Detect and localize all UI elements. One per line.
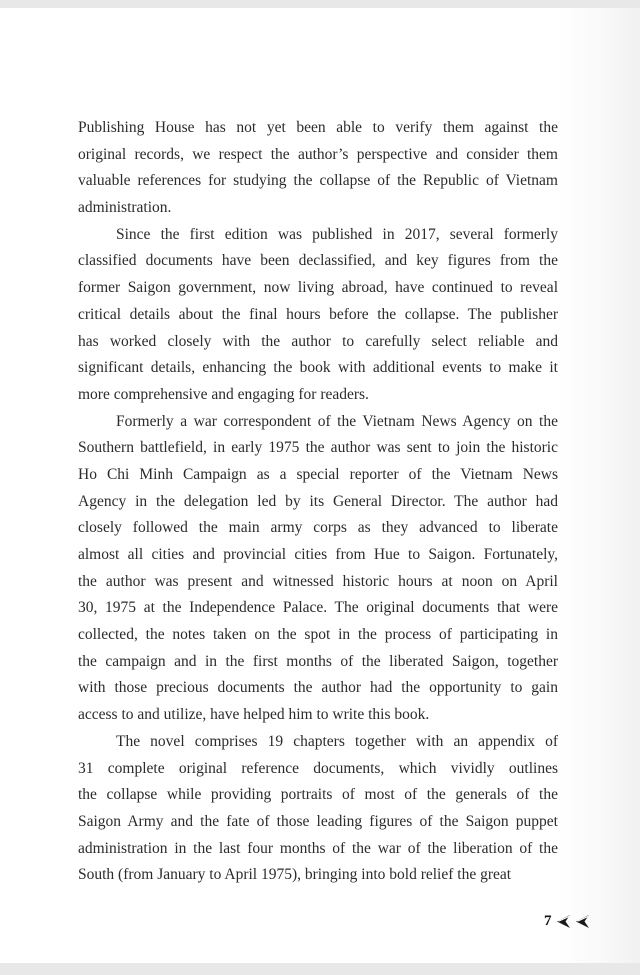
text-line: closely followed the main army corps as they advanced to liberate: [78, 519, 558, 537]
text-line: administration in the last four months of the war of the liberation of the: [78, 839, 558, 857]
text-line: Southern battlefield, in early 1975 the author was sent to join the historic: [78, 439, 558, 457]
text-line: South (from January to April 1975), bringing into bold relief the great: [78, 866, 512, 884]
page-text: [78, 115, 558, 889]
text-line: has worked closely with the author to carefully select reliable and: [78, 332, 558, 350]
text-line: significant details, enhancing the book with additional events to make it: [78, 359, 558, 377]
text-line: Since the first edition was published in 2017, several formerly: [116, 225, 558, 243]
text-line: almost all cities and provincial cities from Hue to Saigon. Fortunately,: [78, 546, 558, 563]
text-line: 30, 1975 at the Independence Palace. The original documents that were: [78, 599, 558, 617]
text-line: 31 complete original reference documents, which vividly outlines: [78, 759, 558, 777]
page-number: 7: [544, 913, 552, 929]
text-line: Formerly a war correspondent of the Vietnam News Agency on the: [116, 412, 558, 430]
text-line: more comprehensive and engaging for readers.: [78, 385, 369, 403]
text-line: access to and utilize, have helped him to write this book.: [78, 706, 430, 724]
text-line: collected, the notes taken on the spot in the process of participating in: [78, 626, 558, 644]
text-line: Saigon Army and the fate of those leading figures of the Saigon puppet: [78, 812, 558, 830]
text-line: Agency in the delegation led by its General Director. The author had: [78, 492, 558, 510]
text-line: critical details about the final hours before the collapse. The publisher: [78, 305, 558, 323]
text-line: former Saigon government, now living abroad, have continued to reveal: [78, 279, 558, 297]
page-footer: [544, 913, 590, 930]
text-line: the collapse while providing portraits of most of the generals of the: [78, 786, 558, 804]
text-line: original records, we respect the author’s perspective and consider them: [78, 145, 558, 163]
text-line: The novel comprises 19 chapters together with an appendix of: [116, 732, 558, 750]
text-line: valuable references for studying the collapse of the Republic of Vietnam: [78, 172, 558, 190]
text-line: the author was present and witnessed historic hours at noon on April: [78, 572, 558, 590]
text-line: the campaign and in the first months of the liberated Saigon, together: [78, 652, 558, 670]
text-line: classified documents have been declassified, and key figures from the: [78, 252, 558, 270]
left-dart-ornament-icon: [557, 915, 571, 928]
text-line: Publishing House has not yet been able to verify them against the: [78, 119, 558, 136]
text-line: with those precious documents the author had the opportunity to gain: [78, 679, 558, 697]
text-line: administration.: [78, 199, 172, 217]
book-page: [0, 8, 640, 963]
left-dart-ornament-icon: [576, 915, 590, 928]
text-line: Ho Chi Minh Campaign as a special reporter of the Vietnam News: [78, 465, 558, 483]
